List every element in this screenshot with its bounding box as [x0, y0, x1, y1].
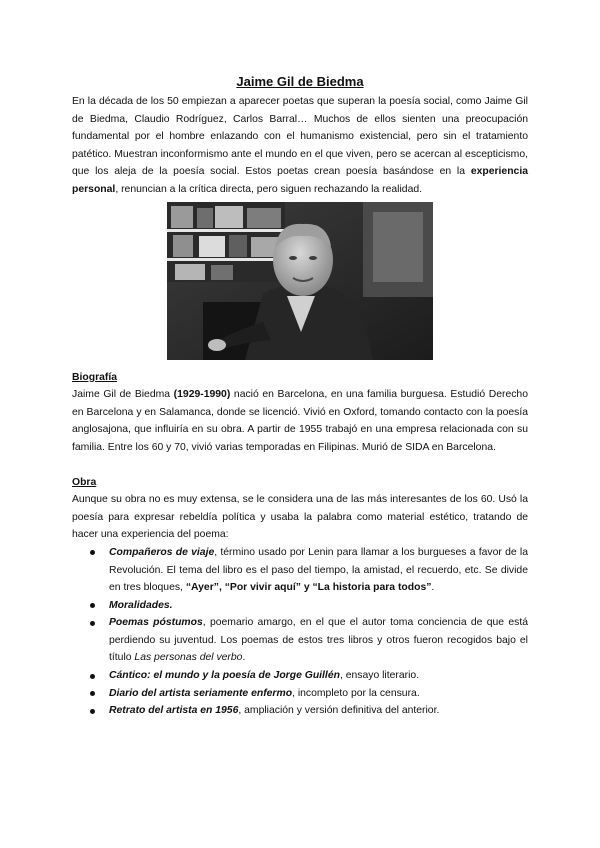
work-description-end: . — [242, 652, 246, 664]
bullet-icon — [90, 709, 95, 714]
page-title: Jaime Gil de Biedma — [236, 74, 364, 89]
list-item — [72, 685, 528, 703]
intro-text-1: En la década de los 50 empiezan a aparecer poetas que superan la poesía social, como Jaime Gil de Biedma, Claudio Rodríguez, Carlos Barral… Muchos de ellos sienten una preocupación fundamental por el hombre enlazando con el humanismo existencial, pero sin el tratamiento patético. Muestran inconformismo ante el mundo en el que viven, pero se acercan al escepticismo, que los aleja de la poesía social. Estos poetas crean poesía basándose en la — [72, 96, 528, 178]
biografia-heading: Biografía — [72, 371, 118, 383]
work-description: , incompleto por la censura. — [292, 687, 420, 699]
biografia-text-1: Jaime Gil de Biedma — [72, 389, 174, 401]
work-title: Moralidades. — [109, 599, 173, 611]
work-title: Poemas póstumos — [109, 617, 203, 629]
list-item — [72, 702, 528, 720]
biografia-dates: (1929-1990) — [173, 389, 231, 401]
obra-paragraph: Aunque su obra no es muy extensa, se le considera una de las más interesantes de los 60. Usó la poesía para expresar rebeldía política y usaba la palabra como material estético, tratando de hacer una experiencia del poema: — [72, 494, 528, 541]
biografia-text-2: nació en Barcelona, en una familia burguesa. Estudió Derecho en Barcelona y en Salamanca, donde se licenció. Vivió en Oxford, tomando contacto con la poesía anglosajona, que influiría en su obra. A partir de 1955 trabajó en una empresa relacionada con su familia. Entre los 60 y 70, vivió varias temporadas en Filipinas. Murió de SIDA en Barcelona. — [72, 389, 528, 453]
list-item — [72, 614, 528, 667]
works-list — [72, 544, 528, 720]
work-description: , término usado por Lenin para llamar a los burgueses a favor de la Revolución. El tema del libro es el paso del tiempo, la amistad, el recuerdo, etc. Se divide en tres bloques, — [109, 546, 528, 594]
work-description: , ensayo literario. — [339, 670, 420, 682]
document-page — [72, 74, 528, 720]
work-blocks: “Ayer”, “Por vivir aquí” y “La historia para todos” — [185, 582, 432, 594]
intro-paragraph — [72, 93, 528, 199]
work-description-end: . — [431, 582, 435, 594]
bullet-icon — [90, 691, 95, 696]
portrait-photo-container — [72, 202, 528, 360]
intro-text-2: , renuncian a la crítica directa, pero siguen rechazando la realidad. — [115, 183, 423, 195]
obra-heading: Obra — [72, 476, 97, 488]
bullet-icon — [90, 621, 95, 626]
portrait-photo — [167, 202, 433, 360]
bullet-icon — [90, 550, 95, 555]
work-title: Diario del artista seriamente enfermo — [109, 687, 293, 699]
biografia-paragraph — [72, 386, 528, 456]
work-description: , ampliación y versión definitiva del anterior. — [238, 705, 440, 717]
work-description: , poemario amargo, en el que el autor toma conciencia de que está perdiendo su juventud. Los poemas de estos tres libros y otros fueron recogidos bajo el título — [109, 617, 528, 664]
bullet-icon — [90, 674, 95, 679]
work-title: Cántico: el mundo y la poesía de Jorge Guillén — [109, 670, 340, 682]
work-title: Retrato del artista en 1956 — [109, 705, 239, 717]
intro-bold: experiencia personal — [72, 166, 528, 195]
work-title: Compañeros de viaje — [109, 546, 215, 558]
collection-title: Las personas del verbo — [134, 652, 243, 664]
list-item — [72, 667, 528, 685]
list-item — [72, 544, 528, 597]
bullet-icon — [90, 603, 95, 608]
list-item — [72, 597, 528, 615]
